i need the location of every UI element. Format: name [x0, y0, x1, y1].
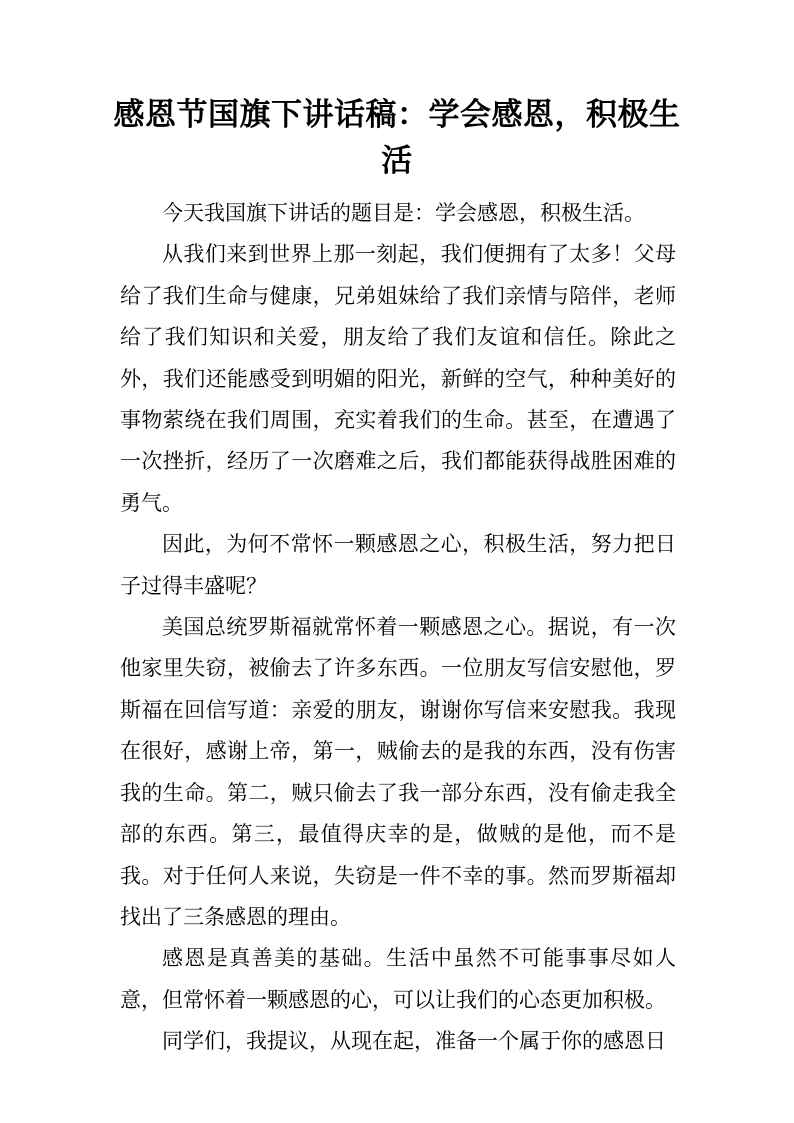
paragraph-gratitude-list: 从我们来到世界上那一刻起，我们便拥有了太多！父母给了我们生命与健康，兄弟姐妹给了我们亲情与陪伴，老师给了我们知识和关爱，朋友给了我们友谊和信任。除此之外，我们还能感受到明媚的阳光，新鲜的空气，种种美好的事物萦绕在我们周围，充实着我们的生命。甚至，在遭遇了一次挫折，经历了一次磨难之后，我们都能获得战胜困难的勇气。	[120, 242, 676, 515]
document-body	[120, 193, 676, 1063]
paragraph-foundation: 感恩是真善美的基础。生活中虽然不可能事事尽如人意，但常怀着一颗感恩的心，可以让我们的心态更加积极。	[120, 946, 676, 1012]
paragraph-question: 因此，为何不常怀一颗感恩之心，积极生活，努力把日子过得丰盛呢？	[120, 532, 676, 598]
document-title: 感恩节国旗下讲话稿：学会感恩，积极生活	[113, 97, 681, 179]
paragraph-intro: 今天我国旗下讲话的题目是：学会感恩，积极生活。	[162, 201, 645, 225]
paragraph-roosevelt-story: 美国总统罗斯福就常怀着一颗感恩之心。据说，有一次他家里失窃，被偷去了许多东西。一位朋友写信安慰他，罗斯福在回信写道：亲爱的朋友，谢谢你写信来安慰我。我现在很好，感谢上帝，第一，贼偷去的是我的东西，没有伤害我的生命。第二，贼只偷去了我一部分东西，没有偷走我全部的东西。第三，最值得庆幸的是，做贼的是他，而不是我。对于任何人来说，失窃是一件不幸的事。然而罗斯福却找出了三条感恩的理由。	[120, 615, 676, 929]
paragraph-proposal: 同学们，我提议，从现在起，准备一个属于你的感恩日	[162, 1029, 666, 1054]
